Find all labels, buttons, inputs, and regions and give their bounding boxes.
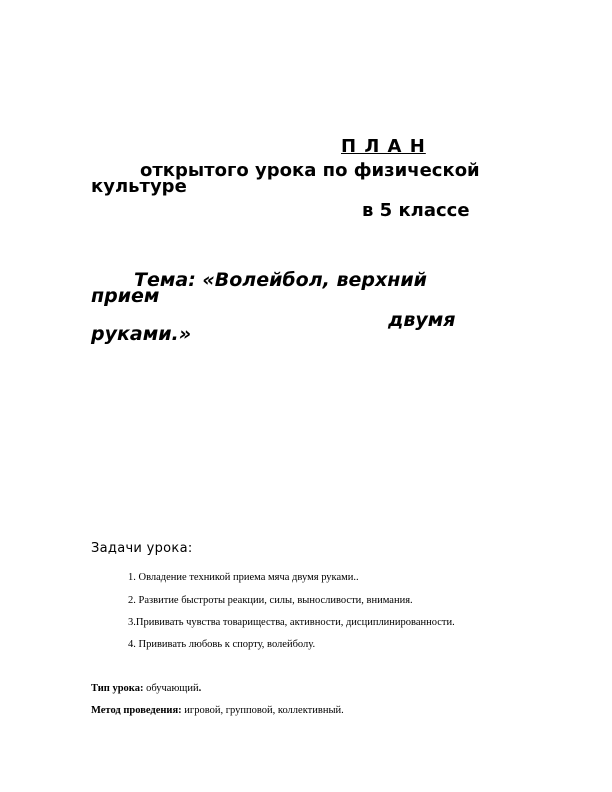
lesson-type-value: обучающий <box>143 683 199 694</box>
theme-line1: Тема: «Волейбол, верхний <box>134 269 427 291</box>
theme-line2: прием <box>91 285 160 307</box>
lesson-type <box>91 683 201 694</box>
task-item-2: 2. Развитие быстроты реакции, силы, выносливости, внимания. <box>128 595 413 606</box>
grade-label: в 5 классе <box>362 200 470 221</box>
lesson-type-label: Тип урока: <box>91 683 144 694</box>
theme-line4: руками.» <box>91 323 192 345</box>
subtitle-line2: культуре <box>91 176 187 197</box>
lesson-method-label: Метод проведения: <box>91 705 182 716</box>
task-item-1: 1. Овладение техникой приема мяча двумя руками.. <box>128 572 359 583</box>
theme-line3: двумя <box>388 309 456 331</box>
plan-title: П Л А Н <box>341 136 426 157</box>
subtitle-line1: открытого урока по физической <box>140 160 480 181</box>
lesson-method <box>91 705 344 716</box>
tasks-heading: Задачи урока: <box>91 541 193 556</box>
lesson-method-value: игровой, групповой, коллективный. <box>181 705 344 716</box>
lesson-type-end: . <box>198 683 202 694</box>
task-item-3: 3.Прививать чувства товарищества, активности, дисциплинированности. <box>128 617 455 628</box>
task-item-4: 4. Прививать любовь к спорту, волейболу. <box>128 639 316 650</box>
